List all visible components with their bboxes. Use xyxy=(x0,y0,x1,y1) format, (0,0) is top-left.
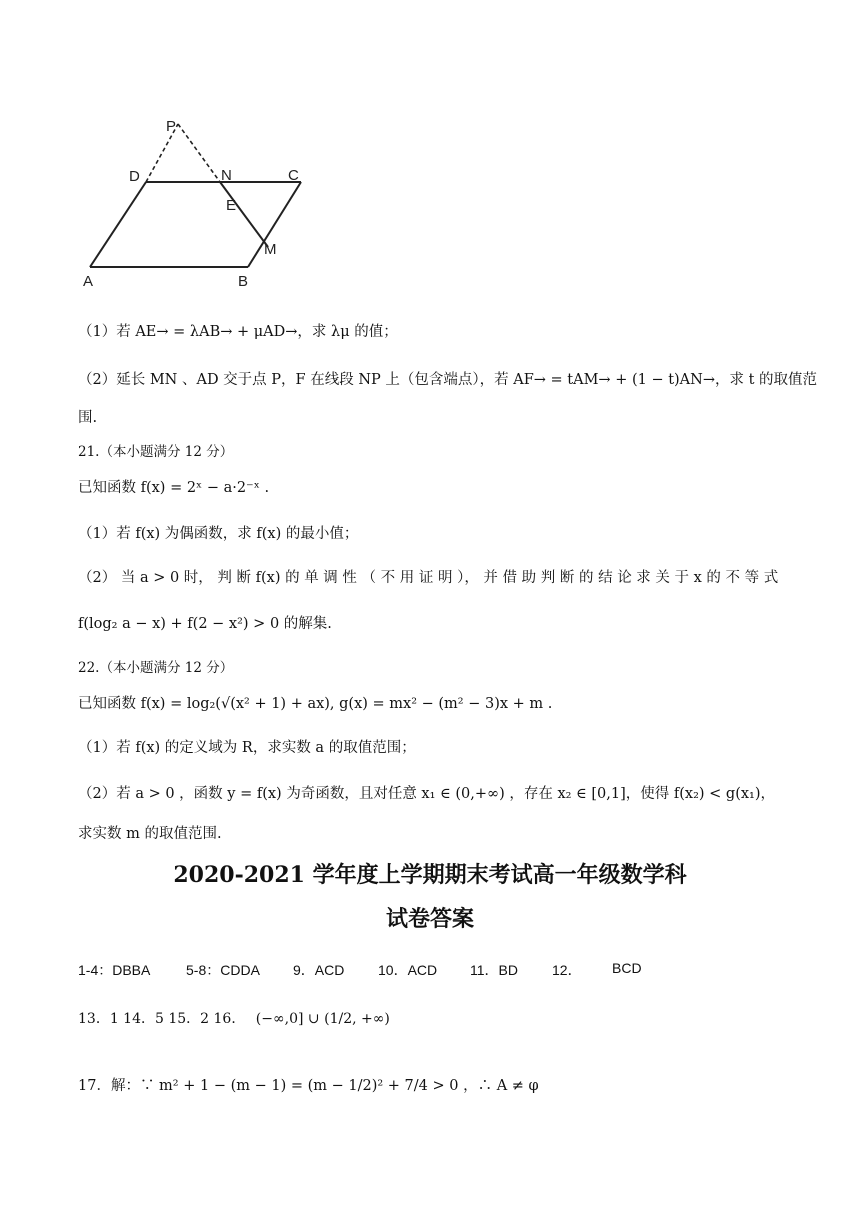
answer-12-label: 12． xyxy=(552,962,582,978)
geometry-figure xyxy=(70,110,330,295)
label-b: B xyxy=(238,273,249,290)
label-c: C xyxy=(288,167,299,184)
q22-part2-line1: （2）若 a > 0 ，函数 y = f(x) 为奇函数，且对任意 x₁ ∈ (0,+∞) ，存在 x₂ ∈ [0,1]，使得 f(x₂) < g(x₁)， xyxy=(78,786,776,802)
answer-1-4: 1-4：DBBA xyxy=(78,962,151,978)
q21-part2-line1: （2） 当 a > 0 时， 判 断 f(x) 的 单 调 性 （ 不 用 证 明 ）， 并 借 助 判 断 的 结 论 求 关 于 x 的 不 等 式 xyxy=(78,570,779,586)
q22-stem: 已知函数 f(x) = log₂(√(x² + 1) + ax), g(x) = mx² − (m² − 3)x + m . xyxy=(78,696,553,712)
solution-17: 17．解：∵ m² + 1 − (m − 1) = (m − 1/2)² + 7/4 > 0 ，∴ A ≠ φ xyxy=(78,1078,539,1094)
answers-fill xyxy=(78,1008,390,1028)
q21-part1: （1）若 f(x) 为偶函数，求 f(x) 的最小值； xyxy=(78,526,359,542)
segment-ad xyxy=(90,182,146,267)
answer-5-8: 5-8：CDDA xyxy=(186,962,260,978)
answer-11: 11．BD xyxy=(470,962,518,978)
answer-subtitle: 试卷答案 xyxy=(385,906,474,932)
answer-12: BCD xyxy=(612,960,642,976)
label-p: P xyxy=(166,118,177,135)
answer-9: 9．ACD xyxy=(293,962,345,978)
label-n: N xyxy=(221,167,232,184)
answer-16: (−∞,0] ∪ (1/2, +∞) xyxy=(255,1011,390,1027)
label-m: M xyxy=(264,241,277,258)
q22-header: 22.（本小题满分 12 分） xyxy=(78,660,234,676)
q21-header: 21.（本小题满分 12 分） xyxy=(78,444,234,460)
q20-part2-line1: （2）延长 MN 、AD 交于点 P，F 在线段 NP 上（包含端点），若 AF→ = tAM→ + (1 − t)AN→，求 t 的取值范 xyxy=(78,372,818,388)
answer-title: 2020-2021 学年度上学期期末考试高一年级数学科 xyxy=(173,862,687,888)
label-d: D xyxy=(129,168,140,185)
q21-stem: 已知函数 f(x) = 2ˣ − a·2⁻ˣ . xyxy=(78,480,270,496)
q20-part2-line2: 围. xyxy=(78,410,98,426)
answers-fill-13-16: 13．1 14．5 15．2 16． xyxy=(78,1011,246,1027)
label-a: A xyxy=(83,273,94,290)
segment-nm xyxy=(220,182,268,247)
segment-pn-dashed xyxy=(178,124,220,182)
q22-part1: （1）若 f(x) 的定义域为 R，求实数 a 的取值范围； xyxy=(78,740,416,756)
answer-10: 10．ACD xyxy=(378,962,438,978)
q21-part2-line2: f(log₂ a − x) + f(2 − x²) > 0 的解集. xyxy=(78,616,332,632)
label-e: E xyxy=(226,197,237,214)
q22-part2-line2: 求实数 m 的取值范围. xyxy=(78,826,222,842)
q20-part1: （1）若 AE→ = λAB→ + μAD→，求 λμ 的值； xyxy=(78,324,398,340)
